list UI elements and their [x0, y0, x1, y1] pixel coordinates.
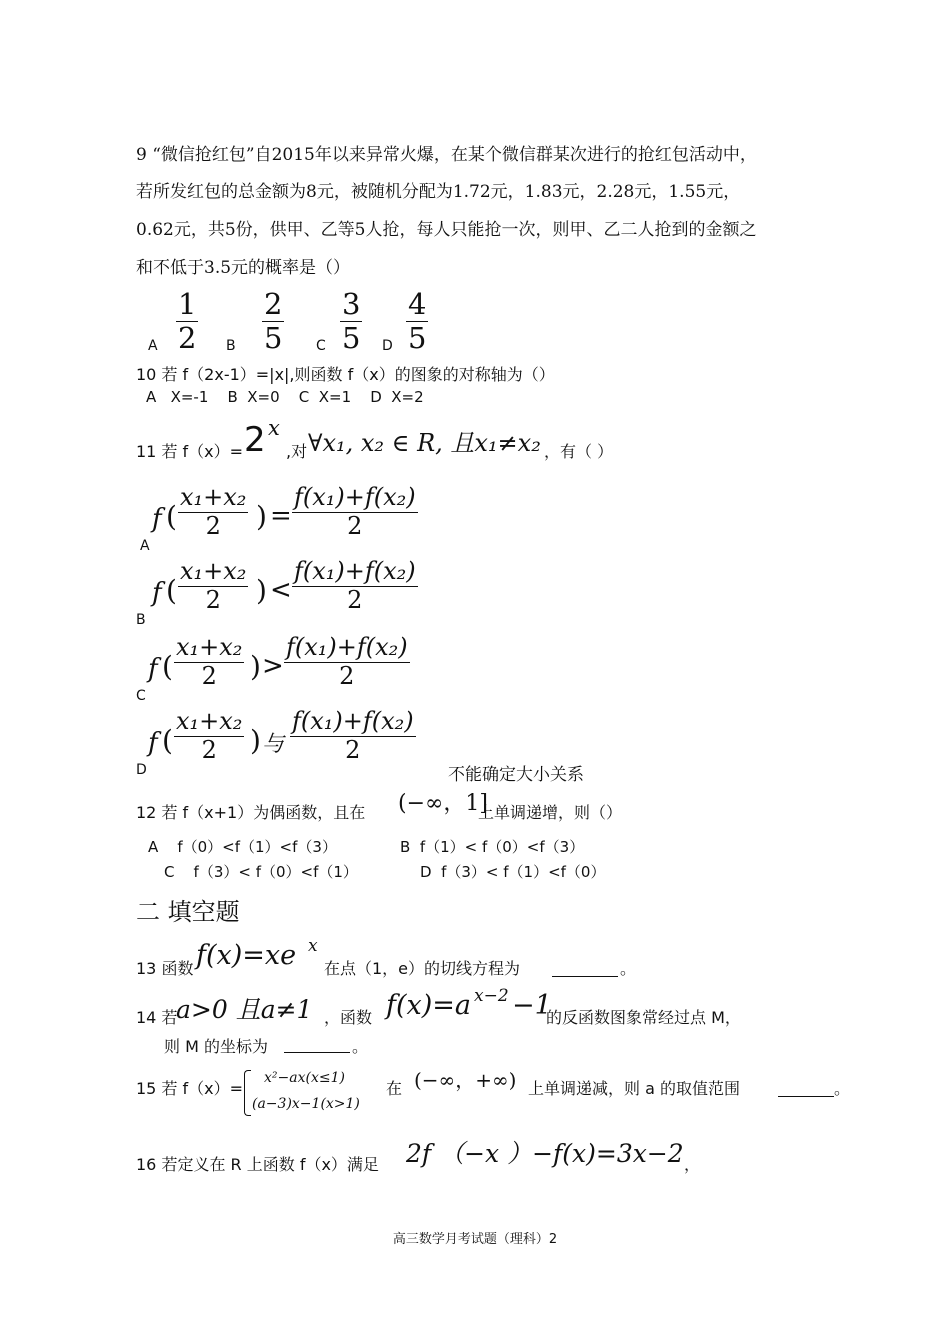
- q10-options: A X=-1 B X=0 C X=1 D X=2: [146, 388, 424, 406]
- option-letter: B: [226, 338, 236, 354]
- exponent-x: x: [268, 416, 280, 440]
- q12-option-b: B f（1）< f（0）<f（3）: [400, 838, 585, 856]
- fraction: 3 5: [342, 287, 361, 356]
- exponent: x−2: [474, 986, 509, 1006]
- formula: f(x)=xe: [196, 940, 297, 971]
- relation: <: [270, 575, 292, 605]
- relation: =: [270, 501, 292, 531]
- fraction-lhs: x₁+x₂ 2: [180, 557, 247, 614]
- formula: f(x)=a: [386, 990, 472, 1021]
- piece-1: x²−ax(x≤1): [264, 1070, 345, 1086]
- fraction-lhs: x₁+x₂ 2: [180, 483, 247, 540]
- q12-stem: 12 若 f（x+1）为偶函数，且在 (−∞，1] 上单调递增，则（）: [136, 784, 736, 824]
- section-heading: 二 填空题: [136, 898, 240, 926]
- page-footer: 高三数学月考试题（理科）2: [392, 1232, 558, 1247]
- formula: 2f （−x ）−f(x)=3x−2: [406, 1139, 684, 1168]
- fraction-rhs: f(x₁)+f(x₂) 2: [294, 557, 416, 614]
- q11-option-c: C f ( x₁+x₂ 2 ) > f(x₁)+f(x₂) 2: [136, 633, 408, 704]
- q9-line-4: 和不低于3.5元的概率是（）: [136, 258, 351, 278]
- q11-option-a: A f ( x₁+x₂ 2 ) = f(x₁)+f(x₂) 2: [140, 483, 416, 554]
- fraction-lhs: x₁+x₂ 2: [176, 707, 243, 764]
- fraction-rhs: f(x₁)+f(x₂) 2: [292, 707, 414, 764]
- fraction-rhs: f(x₁)+f(x₂) 2: [286, 633, 408, 690]
- piece-2: (a−3)x−1(x>1): [252, 1096, 360, 1112]
- q13: 13 函数 f(x)=xe x 在点（1，e）的切线方程为 。: [136, 936, 637, 978]
- q12-option-c: C f（3）< f（0）<f（1）: [164, 863, 358, 881]
- q12-option-a: A f（0）<f（1）<f（3）: [148, 838, 337, 856]
- condition: a>0 且a≠1: [176, 995, 313, 1024]
- q11-option-d: D f ( x₁+x₂ 2 ) 与 f(x₁)+f(x₂) 2 不能确定大小关系: [136, 707, 584, 785]
- q9-line-3: 0.62元，共5份，供甲、乙等5人抢，每人只能抢一次，则甲、乙二人抢到的金额之: [136, 220, 757, 240]
- interval: (−∞，1]: [398, 791, 488, 816]
- q9-line-2: 若所发红包的总金额为8元，被随机分配为1.72元，1.83元，2.28元，1.55元，: [136, 182, 741, 202]
- option-letter: D: [382, 338, 393, 354]
- condition: ∀x₁, x₂ ∈ R, 且x₁≠x₂: [308, 429, 541, 457]
- q12-option-d: D f（3）< f（1）<f（0）: [420, 863, 606, 881]
- fraction: 1 2: [178, 287, 197, 356]
- option-letter: A: [148, 338, 158, 354]
- fraction-rhs: f(x₁)+f(x₂) 2: [294, 483, 416, 540]
- q10-stem: 10 若 f（2x-1）=|x|,则函数 f（x）的图象的对称轴为（）: [136, 365, 555, 384]
- q9-line-1: 9 “微信抢红包”自2015年以来异常火爆，在某个微信群某次进行的抢红包活动中，: [136, 145, 757, 165]
- relation: >: [262, 651, 284, 681]
- answer-blank[interactable]: [778, 1078, 834, 1097]
- q16: 16 若定义在 R 上函数 f（x）满足 2f （−x ）−f(x)=3x−2 ，: [136, 1132, 856, 1176]
- q14: 14 若 a>0 且a≠1 ，函数 f(x)=a x−2 −1 的反函数图象常经过点 M，: [136, 986, 741, 1027]
- answer-blank[interactable]: [284, 1034, 350, 1053]
- q11-option-b: B f ( x₁+x₂ 2 ) < f(x₁)+f(x₂) 2: [136, 557, 416, 628]
- piecewise-brace: [244, 1070, 251, 1116]
- interval: (−∞，+∞): [414, 1068, 517, 1092]
- fraction: 2 5: [264, 287, 283, 356]
- option-letter: C: [316, 338, 326, 354]
- fraction: 4 5: [408, 287, 427, 356]
- option-d-tail: 不能确定大小关系: [448, 765, 584, 785]
- q14-line-2: 则 M 的坐标为 。: [164, 1032, 564, 1058]
- q15: 15 若 f（x）= x²−ax(x≤1) (a−3)x−1(x>1) 在 (−∞，+∞) 上单调递减，则 a 的取值范围 。: [136, 1064, 856, 1120]
- base-two: 2: [244, 420, 266, 460]
- exponent: x: [308, 936, 318, 956]
- relation: 与: [262, 732, 285, 757]
- fraction-lhs: x₁+x₂ 2: [176, 633, 243, 690]
- answer-blank[interactable]: [552, 958, 618, 977]
